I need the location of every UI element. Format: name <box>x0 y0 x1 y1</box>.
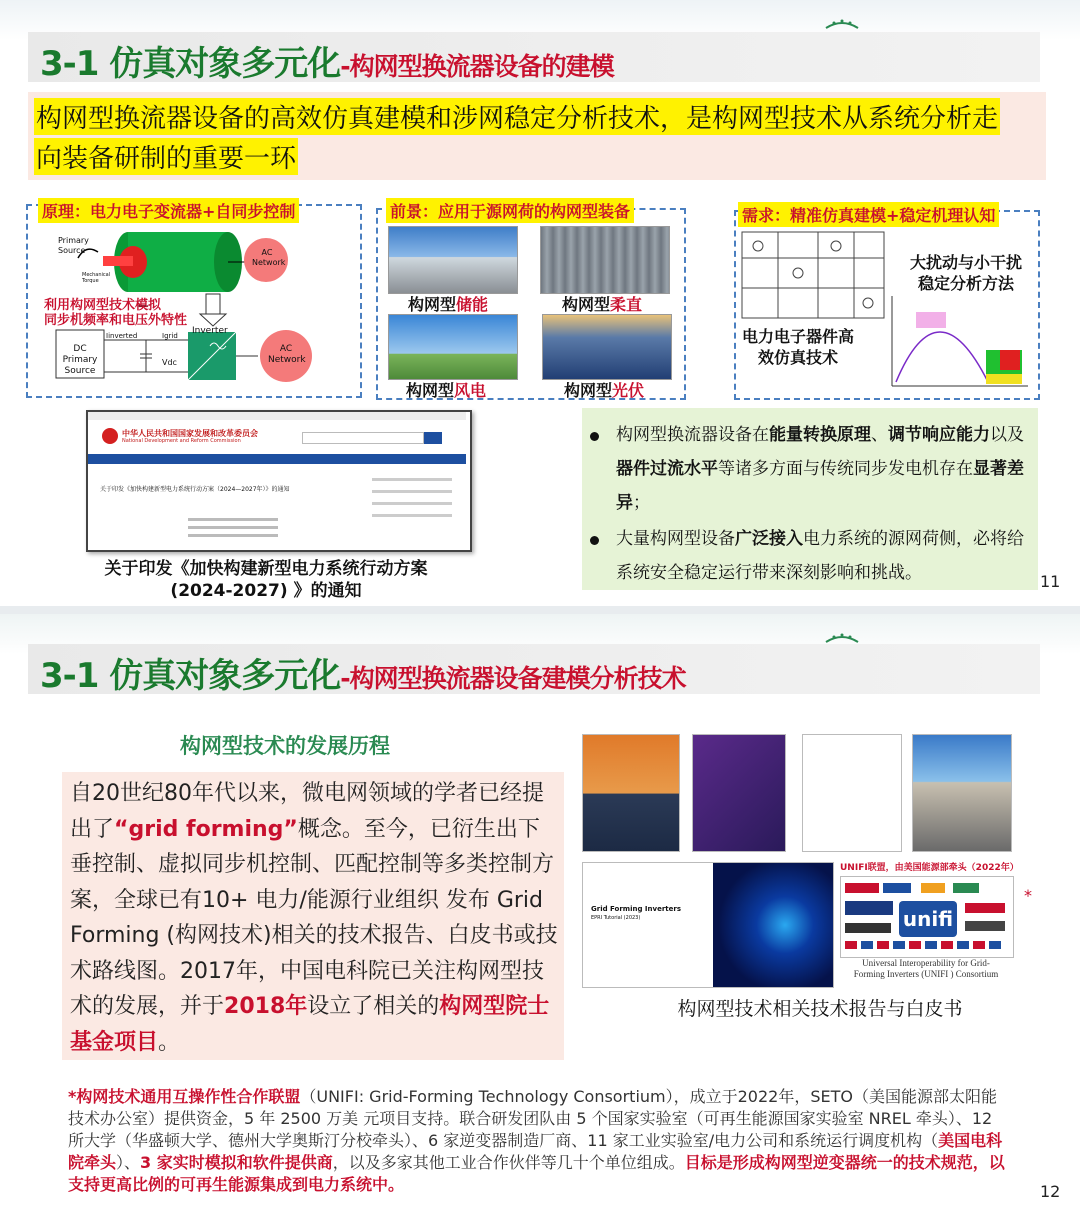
notice-doc-title: 关于印发《加快构建新型电力系统行动方案（2024—2027年）》的通知 <box>100 486 290 493</box>
hvdc-caption: 构网型柔直 <box>562 295 643 314</box>
i-grid-label: Igrid <box>162 332 178 340</box>
unifi-logo: unifi <box>899 901 957 937</box>
disturbance-text-line1: 大扰动与小干扰 <box>910 253 1023 272</box>
bullet-dot-icon <box>590 536 599 545</box>
page-number-12: 12 <box>1040 1182 1061 1201</box>
unifi-footnote: *构网技术通用互操作性合作联盟（UNIFI: Grid-Forming Technology Consortium），成立于2022年，SETO（美国能源部太阳能技术办公室）提供资金，5 年 2500 万美 元项目支持。联合研发团队由 5 个国家实验室（可再生能源国家实验室 NREL 牵头）、12 所大学（华盛顿大学、德州大学奥斯汀分校牵头）、6 家逆变器制造厂商、11 家工业实验室/电力公司和系统运行调度机构（美国电科院牵头）、3 家实时模拟和软件提供商，以及多家其他工业合作伙伴等几十个单位组成。目标是形成构网型逆变器统一的技术规范，以支持更高比例的可再生能源集成到电力系统中。 <box>68 1087 1005 1194</box>
bullet-1: 构网型换流器设备在能量转换原理、调节响应能力以及器件过流水平等诸多方面与传统同步发电机存在显著差异； <box>616 425 1024 513</box>
slide-logo-icon <box>824 18 860 30</box>
slide-12 <box>0 614 1080 1220</box>
wind-photo <box>388 314 518 380</box>
report-cover-1 <box>582 734 680 852</box>
notice-caption-line1: 关于印发《加快构建新型电力系统行动方案 <box>104 559 428 579</box>
pv-caption: 构网型光伏 <box>564 381 645 400</box>
demand-label: 需求：精准仿真建模+稳定机理认知 <box>738 202 999 227</box>
stability-plot <box>888 292 1034 392</box>
page-title: 3-1 仿真对象多元化-构网型换流器设备的建模 <box>40 44 614 84</box>
page-title: 3-1 仿真对象多元化-构网型换流器设备建模分析技术 <box>40 656 686 696</box>
report-cover-3 <box>802 734 902 852</box>
principle-note-line2: 同步机频率和电压外特性 <box>44 313 188 328</box>
site-name: 中华人民共和国国家发展和改革委员会 <box>122 429 258 438</box>
principle-note <box>44 298 187 328</box>
history-paragraph: 自20世纪80年代以来，微电网领域的学者已经提出了“grid forming”概念。至今，已衍生出下垂控制、虚拟同步机控制、匹配控制等多类控制方案，全球已有10+ 电力/能源行业组织 发布 Grid Forming (构网技术)相关的技术报告、白皮书或技术路线图。2017年，中国电科院已关注构网型技术的发展，并于2018年设立了相关的构网型院士基金项目。 <box>70 781 558 1055</box>
prospect-label: 前景：应用于源网荷的构网型装备 <box>386 198 634 223</box>
primary-source-label: Primary Source <box>58 236 89 255</box>
wind-caption: 构网型风电 <box>406 381 487 400</box>
ac-network-label-2: AC Network <box>268 344 306 365</box>
unifi-caption <box>836 958 1016 980</box>
notice-caption-line2: (2024-2027) 》的通知 <box>170 581 362 601</box>
inverter-label: Inverter <box>192 326 228 336</box>
disturbance-method-text <box>910 252 1022 294</box>
pe-text-line1: 电力电子器件高 <box>742 327 855 346</box>
disturbance-text-line2: 稳定分析方法 <box>918 274 1015 293</box>
title-bar <box>28 644 1040 694</box>
vdc-label: Vdc <box>162 358 177 367</box>
epri-report-title: Grid Forming Inverters <box>591 905 681 913</box>
difference-bullets <box>582 408 1038 590</box>
pv-photo <box>542 314 672 380</box>
i-inverted-label: Iinverted <box>106 332 138 340</box>
slide-11 <box>0 0 1080 608</box>
epri-report-cover <box>582 862 834 988</box>
slide-logo-icon <box>824 632 860 644</box>
page-subtitle: -构网型换流器设备的建模 <box>340 52 614 81</box>
unifi-members-collage <box>840 876 1014 958</box>
pe-simulation-text <box>742 326 854 368</box>
ndrc-webpage-screenshot <box>86 410 472 552</box>
epri-report-sub: EPRI Tutorial (2023) <box>591 915 641 921</box>
whitepaper-caption: 构网型技术相关技术报告与白皮书 <box>677 998 963 1020</box>
unifi-caption-line2: Forming Inverters (UNIFI ) Consortium <box>853 969 999 979</box>
report-cover-2 <box>692 734 786 852</box>
bullet-2: 大量构网型设备广泛接入电力系统的源网荷侧，必将给系统安全稳定运行带来深刻影响和挑战。 <box>616 529 1024 583</box>
unifi-header: UNIFI联盟，由美国能源部牵头（2022年） <box>840 863 1019 873</box>
pe-text-line2: 效仿真技术 <box>758 348 839 367</box>
history-title: 构网型技术的发展历程 <box>180 734 390 758</box>
bullet-dot-icon <box>590 432 599 441</box>
circuit-schematic <box>738 228 888 322</box>
title-bar <box>28 32 1040 82</box>
notice-caption <box>90 558 442 602</box>
footnote-star: * <box>1024 886 1032 905</box>
mech-torque-label: Mechanical Torque <box>82 272 111 284</box>
dc-source-label: DC Primary Source <box>62 344 98 376</box>
key-statement-line1: 构网型换流器设备的高效仿真建模和涉网稳定分析技术，是构网型技术从系统分析走 <box>34 98 1000 135</box>
hvdc-photo <box>540 226 670 294</box>
storage-caption: 构网型储能 <box>408 295 489 314</box>
key-statement <box>28 92 1046 180</box>
storage-photo <box>388 226 518 294</box>
national-emblem-icon <box>102 428 118 444</box>
site-name-en: National Development and Reform Commission <box>122 438 241 444</box>
principle-note-line1: 利用构网型技术模拟 <box>44 298 162 313</box>
unifi-caption-line1: Universal Interoperability for Grid- <box>862 958 990 968</box>
key-statement-line2: 向装备研制的重要一环 <box>34 138 298 175</box>
history-text-box <box>62 772 564 1060</box>
page-number-11: 11 <box>1040 572 1061 591</box>
report-cover-4 <box>912 734 1012 852</box>
ac-network-label: AC Network <box>252 248 286 267</box>
principle-label: 原理：电力电子变流器+自同步控制 <box>38 198 299 223</box>
page-subtitle: -构网型换流器设备建模分析技术 <box>340 664 686 693</box>
